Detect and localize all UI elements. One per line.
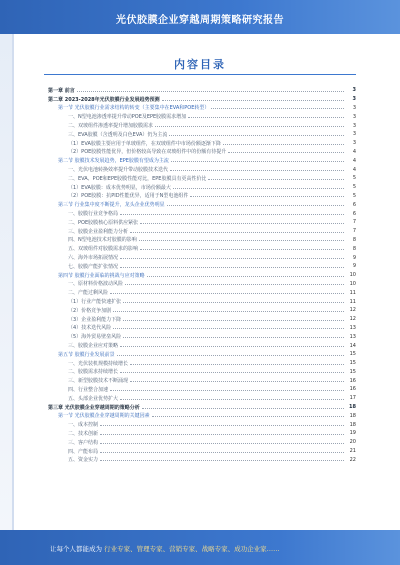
toc-leader-dots xyxy=(100,425,344,426)
toc-entry-label: 第二节 胶膜技术发展趋势，EPE胶膜有望成为主流 xyxy=(58,158,169,165)
toc-entry-page: 4 xyxy=(352,148,356,155)
toc-entry-page: 13 xyxy=(349,333,356,340)
toc-leader-dots xyxy=(171,161,344,162)
toc-entry-label: 一、成本控制 xyxy=(68,422,99,429)
toc-leader-dots xyxy=(167,205,344,206)
toc-entry-page: 3 xyxy=(352,131,356,138)
toc-leader-dots xyxy=(120,267,344,268)
toc-entry-page: 18 xyxy=(349,404,356,411)
toc-entry-page: 4 xyxy=(352,166,356,173)
toc-leader-dots xyxy=(125,284,344,285)
toc-entry-label: 一、胶膜行业竞争格局 xyxy=(68,211,119,218)
toc-entry[interactable] xyxy=(48,104,356,113)
toc-entry-page: 9 xyxy=(352,263,356,270)
toc-leader-dots xyxy=(208,179,344,180)
toc-entry-page: 16 xyxy=(349,386,356,393)
toc-heading: 内容目录 xyxy=(174,58,226,71)
toc-leader-dots xyxy=(170,170,344,171)
toc-entry-label: 四、N型电池技术对胶膜的影响 xyxy=(68,237,137,244)
toc-leader-dots xyxy=(140,249,344,250)
toc-entry-page: 5 xyxy=(352,192,356,199)
toc-leader-dots xyxy=(140,223,344,224)
toc-entry-label: 五、头部企业优势扩大 xyxy=(68,395,119,402)
toc-entry-label: 第五节 胶膜行业发展前景 xyxy=(58,351,115,358)
toc-entry-page: 22 xyxy=(349,456,356,463)
toc-entry-page: 13 xyxy=(349,324,356,331)
toc-leader-dots xyxy=(100,443,344,444)
toc-leader-dots xyxy=(130,381,344,382)
toc-entry[interactable] xyxy=(48,139,356,148)
toc-entry-label: 第一节 光伏胶膜企业穿越周期的关键因素 xyxy=(58,413,150,420)
toc-entry[interactable] xyxy=(48,332,356,341)
toc-leader-dots xyxy=(147,276,344,277)
toc-entry-page: 19 xyxy=(349,430,356,437)
toc-entry[interactable] xyxy=(48,209,356,218)
toc-entry-label: 四、行业整合加速 xyxy=(68,386,109,393)
toc-leader-dots xyxy=(211,108,344,109)
toc-entry-label: 第一章 前言 xyxy=(48,87,75,94)
toc-entry[interactable] xyxy=(48,121,356,130)
toc-entry[interactable] xyxy=(48,297,356,306)
toc-entry-page: 18 xyxy=(349,412,356,419)
toc-entry-label: 二、胶膜需求持续增长 xyxy=(68,369,119,376)
toc-leader-dots xyxy=(100,434,344,435)
toc-leader-dots xyxy=(190,196,344,197)
toc-divider xyxy=(44,74,356,75)
toc-entry[interactable] xyxy=(48,420,356,429)
toc-leader-dots xyxy=(188,117,344,118)
footer-highlight: 行业专家、管理专家、营销专家、战略专家、成功企业家…… xyxy=(104,545,280,553)
toc-entry-label: 三、胶膜企业应对策略 xyxy=(68,343,119,349)
toc-entry[interactable] xyxy=(48,315,356,324)
header-bar xyxy=(0,0,400,34)
toc-leader-dots xyxy=(228,152,344,153)
toc-entry-label: 一、N型电池渗透率提升带动POE及EPE胶膜需求增加 xyxy=(68,114,187,121)
toc-leader-dots xyxy=(120,258,344,259)
toc-leader-dots xyxy=(100,460,344,461)
toc-entry-page: 5 xyxy=(352,184,356,191)
toc-entry-page: 6 xyxy=(352,210,356,217)
toc-entry[interactable] xyxy=(48,429,356,438)
toc-entry-page: 3 xyxy=(352,87,356,94)
toc-entry-label: （2）POE胶膜性能优异，但价格较高导致在双玻组件中的份额有待提升 xyxy=(68,149,227,156)
toc-leader-dots xyxy=(120,346,344,347)
toc-entry[interactable] xyxy=(48,341,356,350)
toc-entry[interactable] xyxy=(48,438,356,447)
toc-entry-label: 五、双玻组件对胶膜需求的影响 xyxy=(68,246,139,253)
toc-entry[interactable] xyxy=(48,227,356,236)
toc-entry[interactable] xyxy=(48,183,356,192)
toc-entry[interactable] xyxy=(48,192,356,201)
toc-entry[interactable] xyxy=(48,394,356,403)
toc-entry-label: 一、原材料价格波动风险 xyxy=(68,281,124,288)
toc-entry-label: （4）技术迭代风险 xyxy=(68,325,112,332)
footer-bar xyxy=(0,530,400,565)
toc-leader-dots xyxy=(110,390,344,391)
toc-leader-dots xyxy=(113,328,344,329)
toc-entry-page: 9 xyxy=(352,254,356,261)
toc-entry-label: 第一节 光伏胶膜行业需求结构的转变（主要集中在EVA和POE转型） xyxy=(58,105,210,112)
toc-entry[interactable] xyxy=(48,324,356,333)
toc-entry[interactable] xyxy=(48,262,356,271)
toc-entry-page: 6 xyxy=(352,201,356,208)
toc-leader-dots xyxy=(223,144,344,145)
toc-entry-page: 3 xyxy=(352,113,356,120)
toc-entry[interactable] xyxy=(48,376,356,385)
toc-entry-label: （1）EVA胶膜主要应用于单玻组件，在双玻组件中市场份额逐渐下降 xyxy=(68,140,221,147)
toc-entry[interactable] xyxy=(48,447,356,456)
toc-entry-label: （1）行业产能快速扩张 xyxy=(68,299,122,306)
toc-leader-dots xyxy=(152,416,344,417)
left-decor-line xyxy=(12,34,14,530)
toc-entry-label: 四、产能布局 xyxy=(68,448,99,455)
toc-entry-label: 三、胶膜企业盈利能力分析 xyxy=(68,228,129,235)
toc-entry[interactable] xyxy=(48,253,356,262)
toc-leader-dots xyxy=(117,355,344,356)
toc-entry[interactable] xyxy=(48,288,356,297)
toc-leader-dots xyxy=(162,100,344,101)
toc-entry-page: 18 xyxy=(349,421,356,428)
toc-entry-label: （1）EVA胶膜：成本优势明显，市场份额最大 xyxy=(68,184,171,191)
toc-entry-label: 第三章 光伏胶膜企业穿越周期的策略分析 xyxy=(48,404,140,411)
toc-leader-dots xyxy=(123,302,344,303)
report-title: 光伏胶膜企业穿越周期策略研究报告 xyxy=(116,15,284,26)
toc-leader-dots xyxy=(173,188,344,189)
toc-leader-dots xyxy=(169,135,344,136)
toc-leader-dots xyxy=(123,337,344,338)
toc-entry-label: 二、双玻组件渗透率提升增加胶膜需求 xyxy=(68,123,154,130)
toc-leader-dots xyxy=(130,364,344,365)
toc-entry-label: 一、光伏电池转换效率提升带动胶膜技术迭代 xyxy=(68,167,169,174)
toc-entry[interactable] xyxy=(48,411,356,420)
toc-entry[interactable] xyxy=(48,385,356,394)
toc-entry[interactable] xyxy=(48,455,356,464)
toc-entry[interactable] xyxy=(48,271,356,280)
toc-entry-page: 3 xyxy=(352,122,356,129)
toc-leader-dots xyxy=(110,293,344,294)
toc-entry[interactable] xyxy=(48,236,356,245)
toc-entry[interactable] xyxy=(48,130,356,139)
toc-leader-dots xyxy=(120,372,344,373)
toc-entry-page: 11 xyxy=(349,298,356,305)
toc-leader-dots xyxy=(130,232,344,233)
toc-leader-dots xyxy=(139,240,344,241)
toc-entry[interactable] xyxy=(48,359,356,368)
toc-entry[interactable] xyxy=(48,200,356,209)
toc-entry-page: 8 xyxy=(352,245,356,252)
toc-leader-dots xyxy=(100,452,344,453)
toc-leader-dots xyxy=(120,214,344,215)
toc-entry[interactable] xyxy=(48,306,356,315)
toc-entry[interactable] xyxy=(48,95,356,104)
toc-entry[interactable] xyxy=(48,403,356,412)
toc-entry-label: 三、客户结构 xyxy=(68,439,99,446)
toc-entry-page: 20 xyxy=(349,439,356,446)
toc-entry[interactable] xyxy=(48,218,356,227)
footer-text xyxy=(50,544,280,553)
footer-slogan: 让每个人都能成为 xyxy=(50,545,102,553)
toc-entry[interactable] xyxy=(48,368,356,377)
toc-entry-page: 14 xyxy=(349,342,356,349)
toc-entry-page: 10 xyxy=(349,272,356,279)
toc-leader-dots xyxy=(142,408,344,409)
toc-entry-page: 3 xyxy=(352,140,356,147)
toc-leader-dots xyxy=(120,399,344,400)
toc-entry-label: （5）海外贸易壁垒风险 xyxy=(68,334,122,341)
toc-entry-page: 15 xyxy=(349,351,356,358)
toc-entry[interactable] xyxy=(48,86,356,95)
toc-entry-page: 4 xyxy=(352,157,356,164)
toc-leader-dots xyxy=(113,311,344,312)
toc-entry-page: 15 xyxy=(349,360,356,367)
toc-entry-label: （3）企业盈利能力下降 xyxy=(68,316,122,323)
toc-entry-page: 3 xyxy=(352,104,356,111)
toc-entry-page: 3 xyxy=(352,96,356,103)
toc-entry-label: 一、光伏装机规模持续增长 xyxy=(68,360,129,367)
toc-entry[interactable] xyxy=(48,148,356,157)
toc-entry-page: 5 xyxy=(352,175,356,182)
toc-entry-page: 12 xyxy=(349,316,356,323)
toc-entry-page: 21 xyxy=(349,448,356,455)
toc-entry-label: 第三节 行业集中度不断提升，龙头企业优势明显 xyxy=(58,202,165,209)
toc-entry-page: 11 xyxy=(349,289,356,296)
toc-entry[interactable] xyxy=(48,244,356,253)
toc-entry-page: 17 xyxy=(349,395,356,402)
toc-entry-page: 10 xyxy=(349,280,356,287)
toc-entry-label: 三、EVA胶膜（含透明及白色EVA）仍为主流 xyxy=(68,131,168,138)
left-decor-stripe xyxy=(0,34,12,530)
toc-entry-page: 7 xyxy=(352,228,356,235)
toc-entry[interactable] xyxy=(48,112,356,121)
toc-entry-label: 七、胶膜产能扩张情况 xyxy=(68,263,119,270)
toc-entry[interactable] xyxy=(48,165,356,174)
toc-entry-page: 16 xyxy=(349,377,356,384)
toc-entry-label: 六、海外市场拓展情况 xyxy=(68,255,119,262)
toc-entry-label: （2）价格竞争加剧 xyxy=(68,307,112,314)
table-of-contents xyxy=(48,86,356,464)
toc-entry-page: 12 xyxy=(349,307,356,314)
toc-entry[interactable] xyxy=(48,350,356,359)
toc-entry-label: 五、资金实力 xyxy=(68,457,99,464)
toc-entry-page: 8 xyxy=(352,236,356,243)
toc-entry-label: （2）POE胶膜：抗PID性能优异，适用于N型电池组件 xyxy=(68,193,189,200)
toc-leader-dots xyxy=(155,126,344,127)
toc-entry-page: 15 xyxy=(349,368,356,375)
toc-entry-page: 7 xyxy=(352,219,356,226)
toc-entry-label: 二、POE胶膜核心原料供应紧张 xyxy=(68,219,139,226)
toc-entry-label: 二、EVA、POE和EPE胶膜性能对比，EPE胶膜具有更高性价比 xyxy=(68,175,207,182)
toc-entry-label: 二、技术创新 xyxy=(68,430,99,437)
toc-entry[interactable] xyxy=(48,280,356,289)
toc-entry[interactable] xyxy=(48,174,356,183)
toc-entry-label: 第四节 胶膜行业面临的挑战与应对策略 xyxy=(58,272,145,279)
toc-entry-label: 三、新型胶膜技术不断涌现 xyxy=(68,378,129,385)
toc-entry-label: 二、产能过剩风险 xyxy=(68,290,109,297)
toc-entry-label: 第二章 2023-2028年光伏胶膜行业发展趋势预测 xyxy=(48,96,160,103)
toc-leader-dots xyxy=(77,91,344,92)
toc-leader-dots xyxy=(123,320,344,321)
toc-entry[interactable] xyxy=(48,156,356,165)
